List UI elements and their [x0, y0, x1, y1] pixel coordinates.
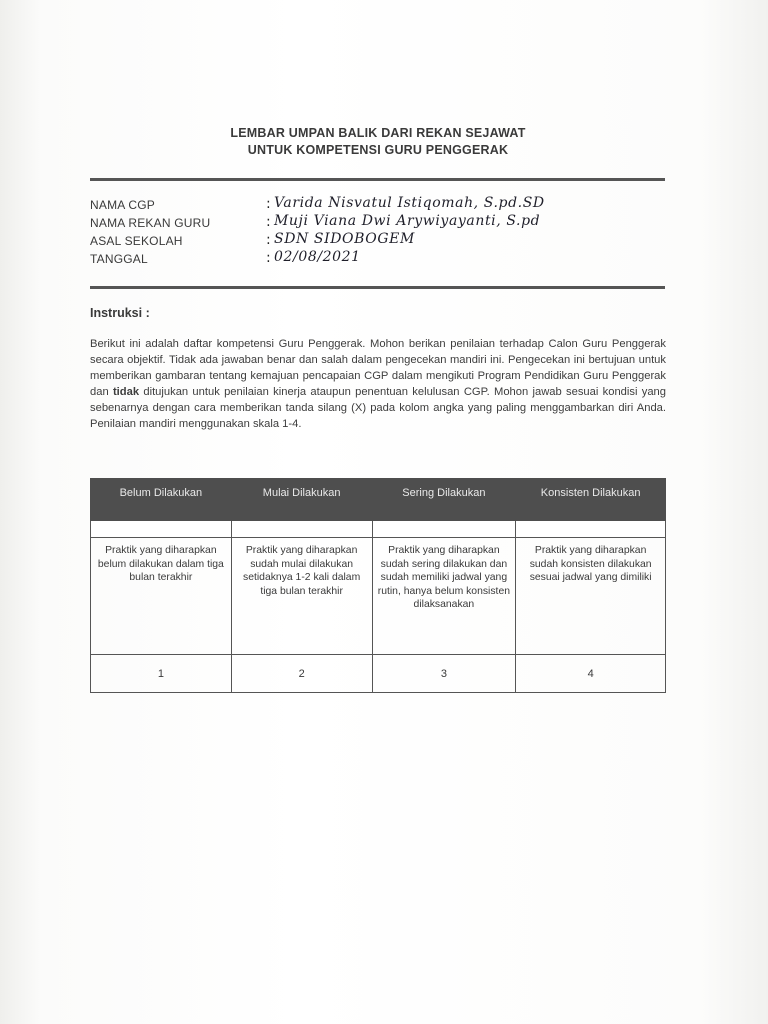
header-belum-dilakukan: Belum Dilakukan	[91, 479, 232, 521]
header-spacer-row	[91, 521, 666, 538]
instructions-bold-word: tidak	[112, 386, 140, 398]
instructions-text-part-1: Berikut ini adalah daftar kompetensi Guru Penggerak. Mohon berikan penilaian terhadap Calon Guru Penggerak secara objektif. Tidak ada jawaban benar dan salah dalam pengecekan mandiri ini. Pengecekan ini bertujuan untuk memberikan gambaran tentang kemajuan pencapaian CGP dalam mengikuti Program Pendidikan Guru Penggerak dan	[90, 338, 666, 398]
info-row-tanggal	[90, 250, 666, 268]
score-row	[91, 655, 666, 693]
rating-scale-table	[90, 478, 666, 693]
bottom-divider	[90, 286, 665, 289]
header-mulai-dilakukan: Mulai Dilakukan	[231, 479, 372, 521]
info-colon: :	[266, 232, 271, 248]
info-colon: :	[266, 250, 271, 266]
score-cell-1[interactable]: 1	[91, 655, 232, 693]
info-label: NAMA REKAN GURU	[90, 216, 211, 230]
score-cell-3[interactable]: 3	[372, 655, 516, 693]
top-divider	[90, 178, 665, 181]
header-sering-dilakukan: Sering Dilakukan	[372, 479, 516, 521]
instructions-heading: Instruksi :	[90, 306, 150, 320]
handwritten-value: Muji Viana Dwi Arywiyayanti, S.pd	[274, 213, 541, 229]
handwritten-value: SDN SIDOBOGEM	[274, 231, 415, 247]
info-block	[90, 196, 666, 268]
info-label: TANGGAL	[90, 252, 148, 266]
description-cell: Praktik yang diharapkan sudah konsisten dilakukan sesuai jadwal yang dimiliki	[516, 538, 666, 655]
spacer-cell	[516, 521, 666, 538]
spacer-cell	[91, 521, 232, 538]
instructions-text-part-2: ditujukan untuk penilaian kinerja ataupun penentuan kelulusan CGP. Mohon jawab sesuai kondisi yang sebenarnya dengan cara memberikan tanda silang (X) pada kolom angka yang paling menggambarkan diri Anda. Penilaian mandiri menggunakan skala 1-4.	[90, 386, 666, 430]
title-line-1: LEMBAR UMPAN BALIK DARI REKAN SEJAWAT	[230, 126, 526, 140]
handwritten-value: Varida Nisvatul Istiqomah, S.pd.SD	[274, 195, 545, 211]
table-header-row	[91, 479, 666, 521]
handwritten-value: 02/08/2021	[274, 249, 361, 265]
info-row-asal-sekolah	[90, 232, 666, 250]
spacer-cell	[231, 521, 372, 538]
description-cell: Praktik yang diharapkan sudah mulai dilakukan setidaknya 1-2 kali dalam tiga bulan terakhir	[231, 538, 372, 655]
description-cell: Praktik yang diharapkan belum dilakukan dalam tiga bulan terakhir	[91, 538, 232, 655]
info-row-nama-cgp	[90, 196, 666, 214]
title-line-2: UNTUK KOMPETENSI GURU PENGGERAK	[247, 143, 509, 157]
info-label: NAMA CGP	[90, 198, 155, 212]
document-title	[90, 125, 666, 159]
instructions-paragraph	[90, 336, 666, 432]
info-colon: :	[266, 196, 271, 212]
header-konsisten-dilakukan: Konsisten Dilakukan	[516, 479, 666, 521]
info-label: ASAL SEKOLAH	[90, 234, 183, 248]
spacer-cell	[372, 521, 516, 538]
description-row	[91, 538, 666, 655]
description-cell: Praktik yang diharapkan sudah sering dilakukan dan sudah memiliki jadwal yang rutin, hanya belum konsisten dilaksanakan	[372, 538, 516, 655]
info-colon: :	[266, 214, 271, 230]
info-row-nama-rekan-guru	[90, 214, 666, 232]
score-cell-4[interactable]: 4	[516, 655, 666, 693]
score-cell-2[interactable]: 2	[231, 655, 372, 693]
